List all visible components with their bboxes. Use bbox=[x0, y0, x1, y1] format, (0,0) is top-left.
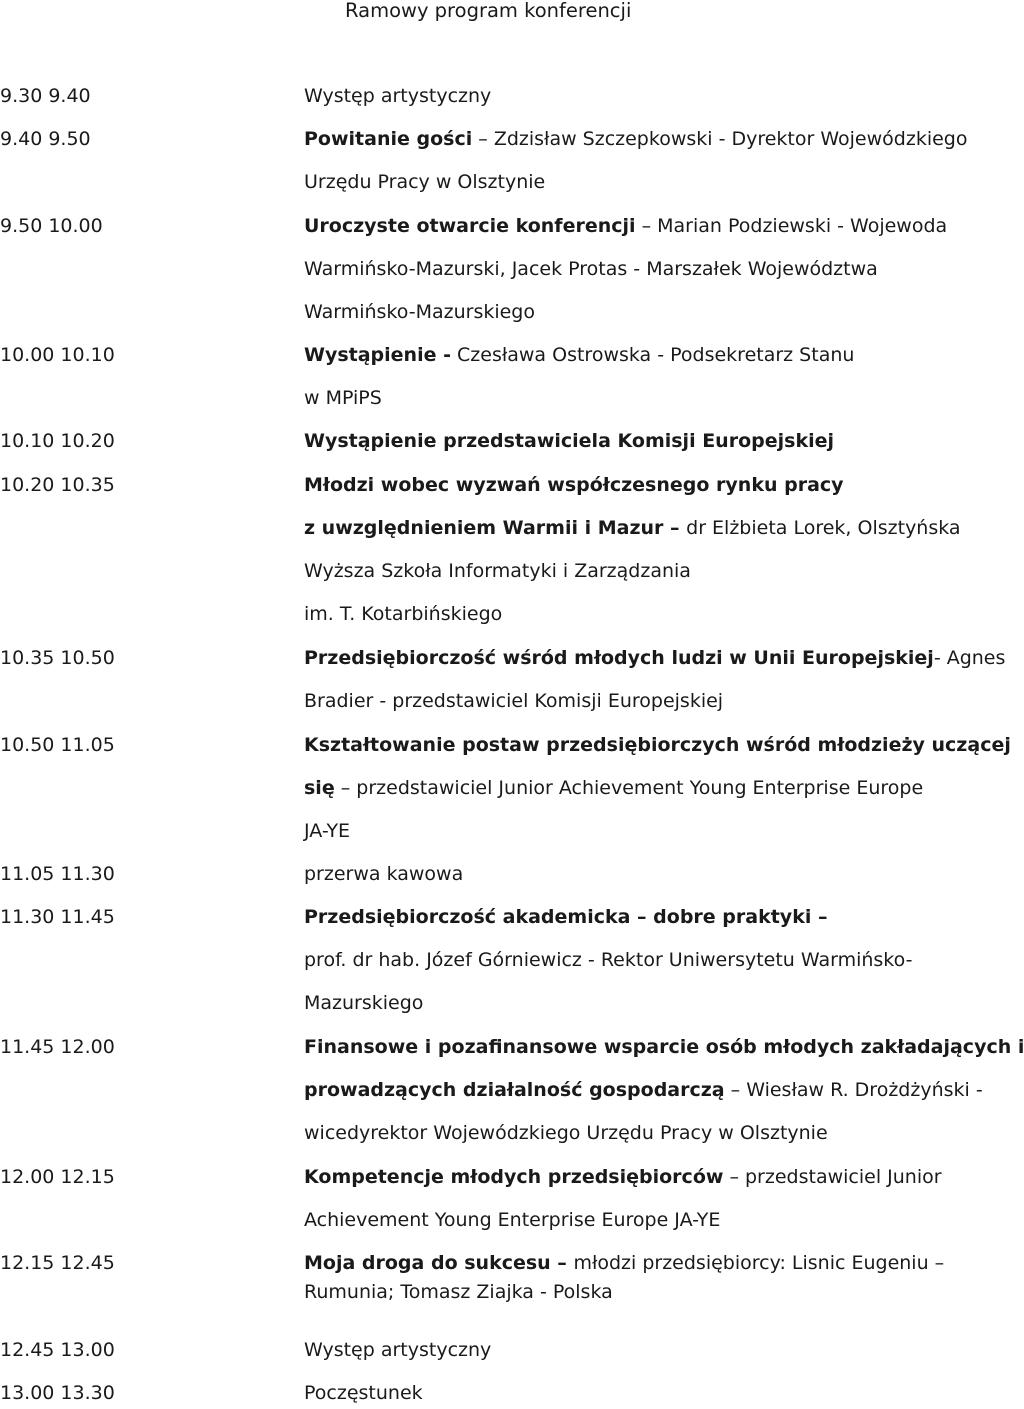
time-slot: 12.45 13.00 bbox=[0, 1339, 115, 1361]
text: Występ artystyczny bbox=[304, 1339, 492, 1361]
text: – Zdzisław Szczepkowski - Dyrektor Wojewódzkiego bbox=[472, 128, 968, 150]
text: Achievement Young Enterprise Europe JA-YE bbox=[304, 1209, 721, 1231]
description-line bbox=[304, 1208, 720, 1232]
text: – Wiesław R. Drożdżyński - bbox=[724, 1079, 983, 1101]
description-line bbox=[304, 1078, 983, 1102]
description-line bbox=[304, 1338, 491, 1362]
description-line bbox=[304, 689, 723, 713]
description-line bbox=[304, 819, 350, 843]
text: młodzi przedsiębiorcy: Lisnic Eugeniu – bbox=[573, 1252, 945, 1274]
time-slot: 12.00 12.15 bbox=[0, 1166, 115, 1188]
description-line bbox=[304, 646, 1005, 670]
bold-text: Wystąpienie przedstawiciela Komisji Europejskiej bbox=[304, 430, 834, 452]
description-line bbox=[304, 1381, 423, 1405]
text: JA-YE bbox=[304, 820, 351, 842]
bold-text: się bbox=[304, 777, 335, 799]
description-line bbox=[304, 343, 854, 367]
description-line bbox=[304, 473, 844, 497]
description-line bbox=[304, 84, 491, 108]
description-line bbox=[304, 905, 827, 929]
bold-text: – bbox=[663, 517, 687, 539]
description-line bbox=[304, 214, 947, 238]
time-slot: 11.05 11.30 bbox=[0, 863, 115, 885]
text: Bradier - przedstawiciel Komisji Europejskiej bbox=[304, 690, 724, 712]
text: im. T. Kotarbińskiego bbox=[304, 603, 503, 625]
description-line bbox=[304, 733, 1011, 757]
bold-text: Moja droga do sukcesu – bbox=[304, 1252, 574, 1274]
text: – przedstawiciel Junior bbox=[723, 1166, 942, 1188]
description-line bbox=[304, 602, 502, 626]
text: Mazurskiego bbox=[304, 992, 424, 1014]
text: Rumunia; Tomasz Ziajka - Polska bbox=[304, 1281, 613, 1303]
time-slot: 9.50 10.00 bbox=[0, 215, 103, 237]
time-slot: 13.00 13.30 bbox=[0, 1382, 115, 1404]
text: prof. dr hab. Józef Górniewicz - Rektor Uniwersytetu Warmińsko- bbox=[304, 949, 913, 971]
page-title: Ramowy program konferencji bbox=[345, 0, 632, 22]
bold-text: Powitanie gości bbox=[304, 128, 473, 150]
bold-text: Kształtowanie postaw przedsiębiorczych wśród młodzieży uczącej bbox=[304, 734, 1011, 756]
description-line bbox=[304, 1280, 613, 1304]
text: Warmińsko-Mazurskiego bbox=[304, 301, 535, 323]
bold-text: Przedsiębiorczość akademicka – dobre praktyki – bbox=[304, 906, 828, 928]
time-slot: 10.35 10.50 bbox=[0, 647, 115, 669]
text: – Marian Podziewski - Wojewoda bbox=[635, 215, 948, 237]
description-line bbox=[304, 386, 382, 410]
text: Czesława Ostrowska - Podsekretarz Stanu bbox=[450, 344, 855, 366]
bold-text: Uroczyste otwarcie konferencji bbox=[304, 215, 636, 237]
text: – przedstawiciel Junior Achievement Young Enterprise Europe bbox=[334, 777, 924, 799]
bold-text: prowadzących działalność gospodarczą bbox=[304, 1079, 725, 1101]
text: - Agnes bbox=[933, 647, 1006, 669]
description-line bbox=[304, 170, 545, 194]
time-slot: 10.50 11.05 bbox=[0, 734, 115, 756]
time-slot: 10.20 10.35 bbox=[0, 474, 115, 496]
description-line bbox=[304, 1165, 942, 1189]
description-line bbox=[304, 300, 535, 324]
time-slot: 12.15 12.45 bbox=[0, 1252, 115, 1274]
description-line bbox=[304, 862, 463, 886]
time-slot: 9.40 9.50 bbox=[0, 128, 91, 150]
time-slot: 10.00 10.10 bbox=[0, 344, 115, 366]
time-slot: 9.30 9.40 bbox=[0, 85, 91, 107]
text: Występ artystyczny bbox=[304, 85, 492, 107]
text: dr Elżbieta Lorek, Olsztyńska bbox=[686, 517, 961, 539]
bold-text: z uwzględnieniem Warmii i Mazur bbox=[304, 517, 664, 539]
text: w MPiPS bbox=[304, 387, 382, 409]
bold-text: Kompetencje młodych przedsiębiorców bbox=[304, 1166, 724, 1188]
text: Warmińsko-Mazurski, Jacek Protas - Marszałek Województwa bbox=[304, 258, 878, 280]
text: przerwa kawowa bbox=[304, 863, 464, 885]
time-slot: 11.45 12.00 bbox=[0, 1036, 115, 1058]
time-slot: 11.30 11.45 bbox=[0, 906, 115, 928]
description-line bbox=[304, 948, 912, 972]
description-line bbox=[304, 559, 691, 583]
description-line bbox=[304, 429, 834, 453]
description-line bbox=[304, 1121, 828, 1145]
text: Wyższa Szkoła Informatyki i Zarządzania bbox=[304, 560, 691, 582]
bold-text: Finansowe i pozafinansowe wsparcie osób młodych zakładających i bbox=[304, 1036, 1024, 1058]
text: wicedyrektor Wojewódzkiego Urzędu Pracy w Olsztynie bbox=[304, 1122, 828, 1144]
description-line bbox=[304, 127, 967, 151]
description-line bbox=[304, 1035, 1024, 1059]
description-line bbox=[304, 257, 878, 281]
description-line bbox=[304, 991, 423, 1015]
description-line bbox=[304, 1251, 944, 1275]
text: Poczęstunek bbox=[304, 1382, 423, 1404]
description-line bbox=[304, 776, 923, 800]
text: Urzędu Pracy w Olsztynie bbox=[304, 171, 546, 193]
time-slot: 10.10 10.20 bbox=[0, 430, 115, 452]
bold-text: Przedsiębiorczość wśród młodych ludzi w Unii Europejskiej bbox=[304, 647, 934, 669]
bold-text: Młodzi wobec wyzwań współczesnego rynku pracy bbox=[304, 474, 844, 496]
description-line bbox=[304, 516, 961, 540]
bold-text: Wystąpienie - bbox=[304, 344, 451, 366]
